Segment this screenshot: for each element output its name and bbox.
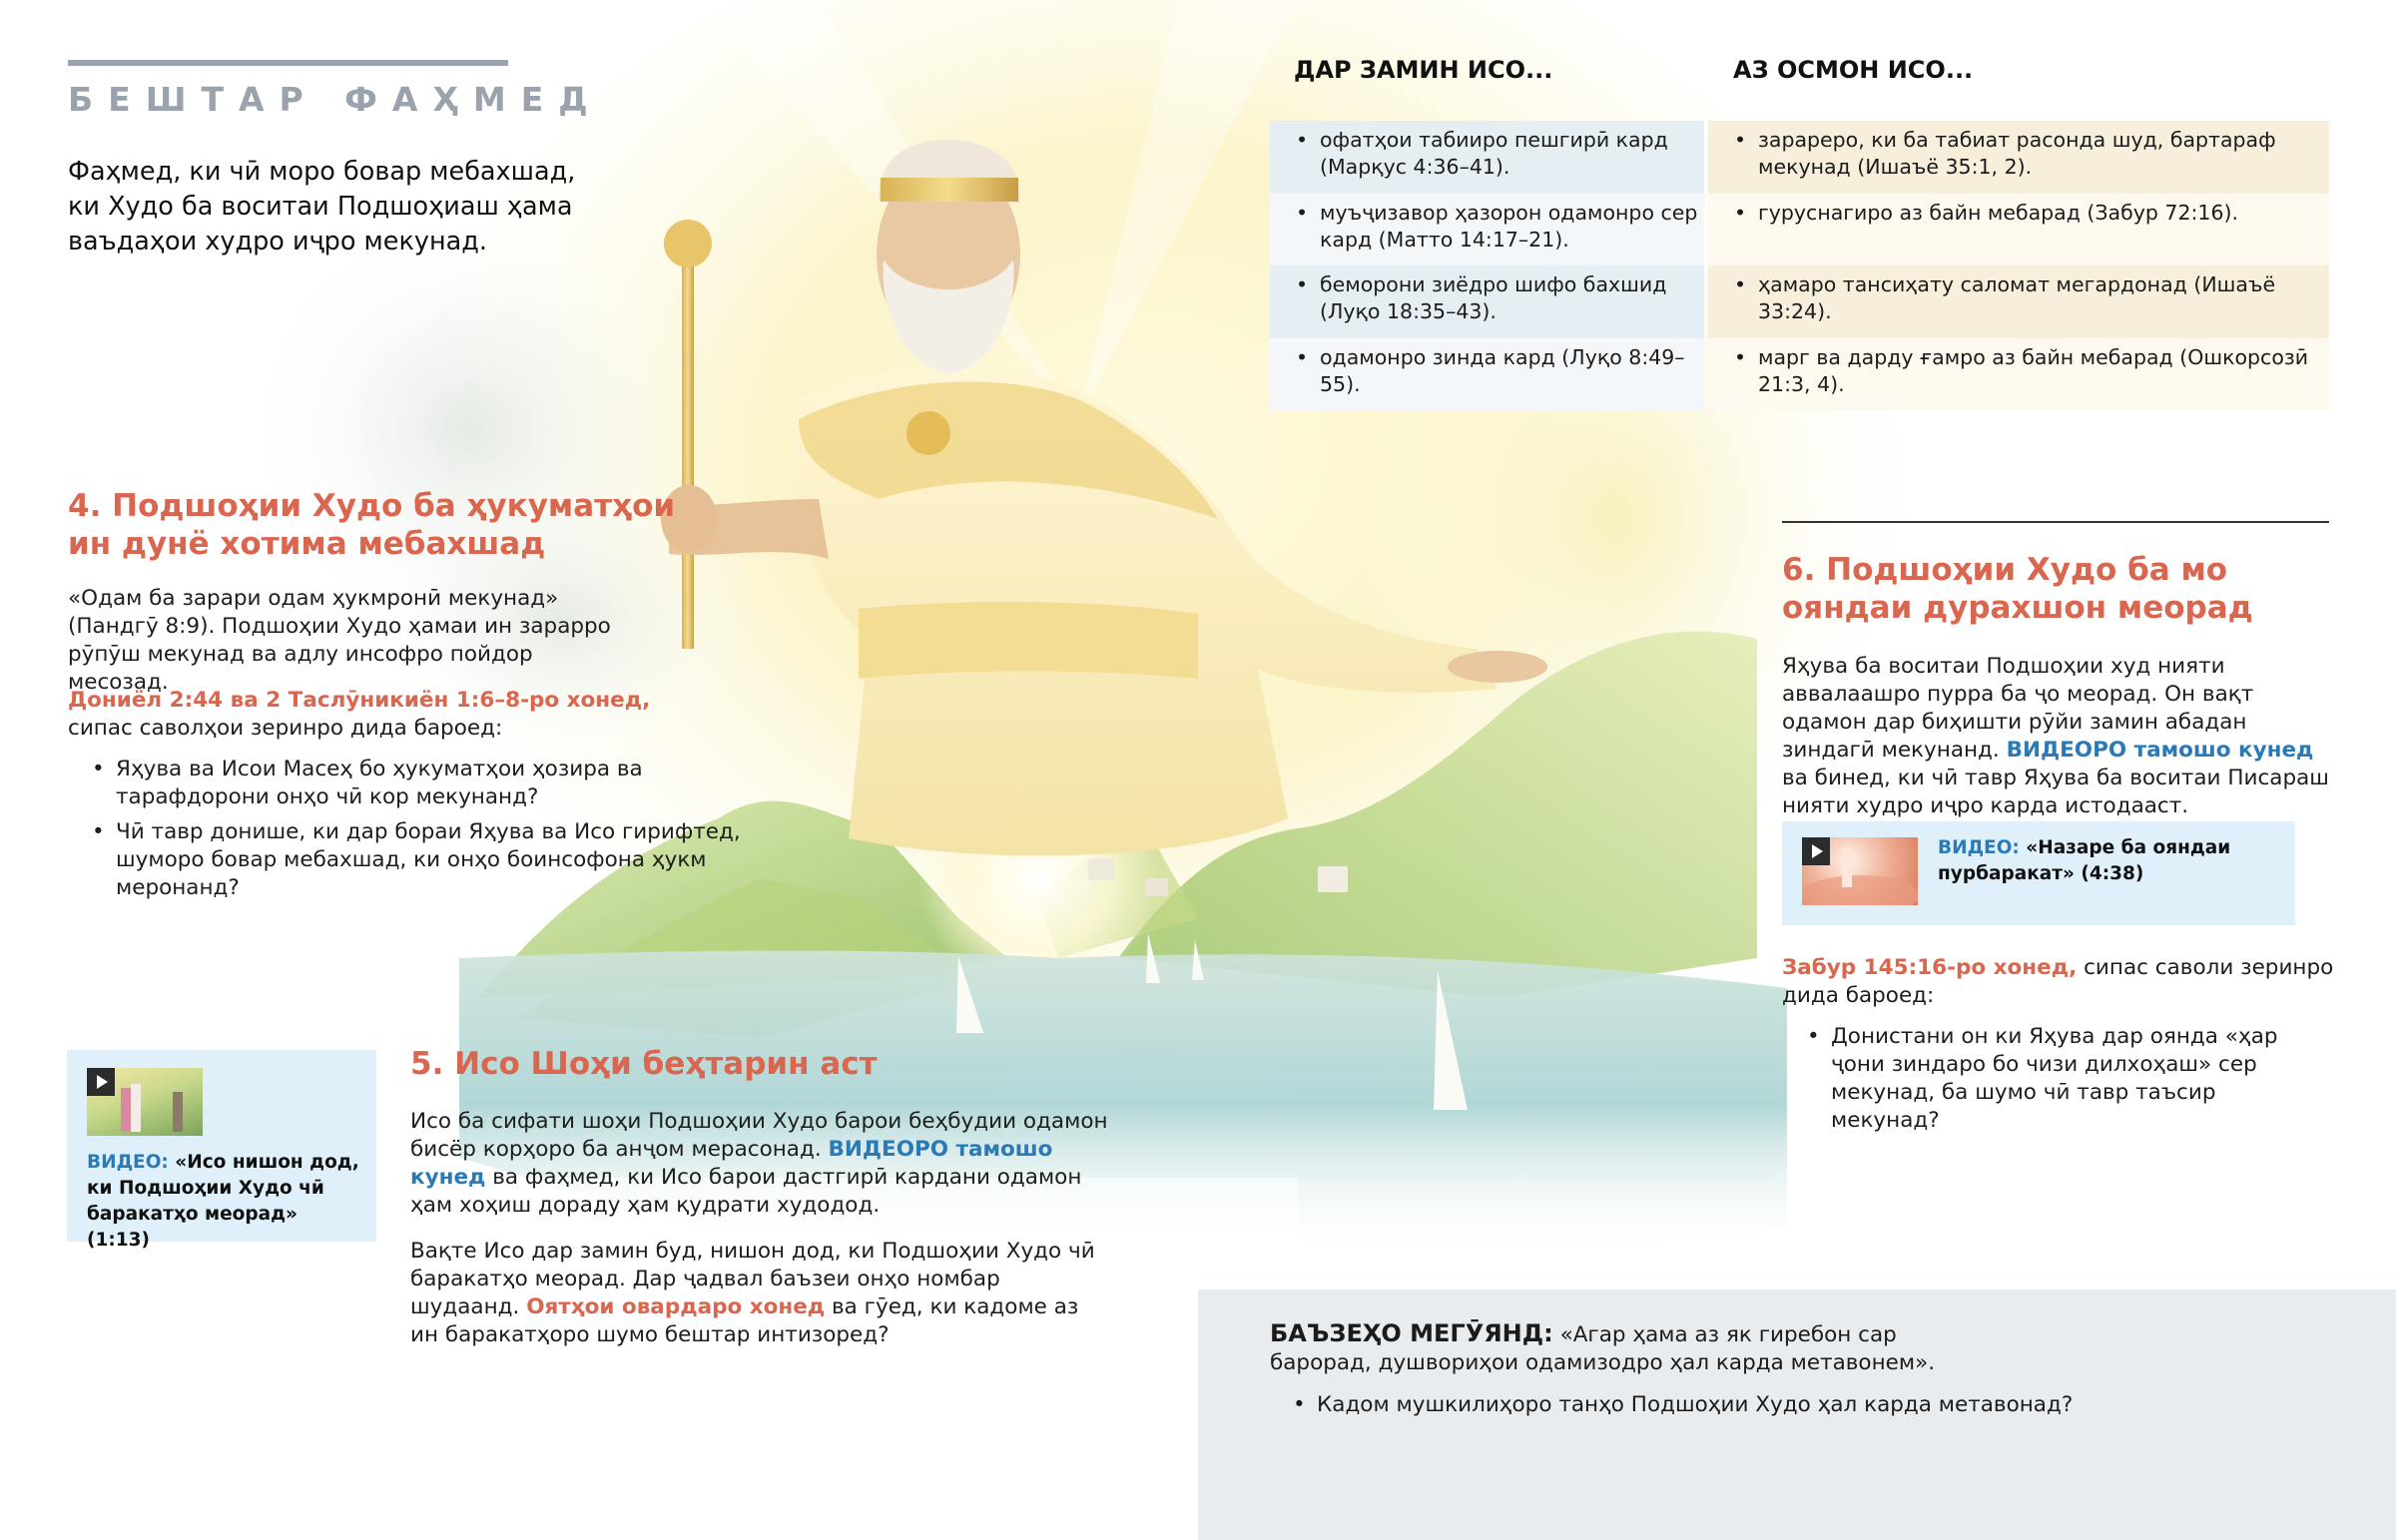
figure <box>1842 847 1852 887</box>
video-card-1[interactable] <box>67 1050 376 1251</box>
figure-man <box>131 1084 141 1132</box>
table-row <box>1708 121 2329 194</box>
scepter-orb <box>664 220 712 267</box>
some-say-text <box>1270 1319 1989 1377</box>
table-cell: • муъҷизавор ҳазорон одамонро сер кард (Матто 14:17–21). <box>1296 200 1704 254</box>
table-header-on-earth: ДАР ЗАМИН ИСО... <box>1294 56 1553 84</box>
section-6-paragraph <box>1782 653 2341 820</box>
section-6-read-prompt <box>1782 954 2341 1010</box>
bottom-fade <box>399 1178 1298 1540</box>
paragraph-text: Исо ба сифати шоҳи Подшоҳии Худо барои беҳбудии одамон бисёр корҳоро ба анҷом мерасонад. <box>410 1109 1108 1162</box>
play-icon[interactable] <box>1802 837 1830 865</box>
paragraph-text: ва гӯед, ки кадоме аз ин баракатҳоро шумо бештар интизоред? <box>410 1294 1079 1347</box>
table-row <box>1708 194 2329 266</box>
video-caption[interactable] <box>87 1150 366 1254</box>
question-item: • Кадом мушкилиҳоро танҳо Подшоҳии Худо ҳал карда метавонад? <box>1293 1391 2092 1419</box>
house <box>1146 878 1168 896</box>
table-cell: • зарареро, ки ба табиат расонда шуд, бартараф мекунад (Ишаъё 35:1, 2). <box>1734 127 2329 181</box>
kicker-rule <box>68 60 508 66</box>
open-hand <box>1448 651 1547 683</box>
table-cell: • офатҳои табииро пешгирӣ кард (Марқус 4:36–41). <box>1296 127 1704 181</box>
paragraph-text: ва бинед, ки чӣ тавр Яҳува ба воситаи Писараш нияти худро иҷро карда истодааст. <box>1782 766 2329 818</box>
table-row <box>1270 194 1704 266</box>
house <box>1088 858 1114 880</box>
paragraph-text: Яҳува ба воситаи Подшоҳии худ нияти аввалаашро пурра ба ҷо меорад. Он вақт одамон дар биҳишти рӯйи замин абадан зиндагӣ мекунанд. <box>1782 654 2254 763</box>
section-5-paragraph-2 <box>410 1238 1109 1349</box>
thumbnail-hill <box>1802 875 1918 905</box>
crown <box>881 178 1018 202</box>
paragraph-text: ва фаҳмед, ки Исо барои дастгирӣ кардани одамон ҳам хоҳиш дораду ҳам қудрати худодод. <box>410 1165 1082 1218</box>
watch-video-link[interactable]: ВИДЕОРО тамошо кунед <box>2006 738 2314 763</box>
read-verses-link[interactable]: Оятҳои овардаро хонед <box>526 1294 826 1319</box>
section-5-paragraph-1 <box>410 1108 1119 1220</box>
table-row <box>1708 338 2329 411</box>
watch-video-link[interactable]: ВИДЕОРО тамошо кунед <box>410 1137 1053 1190</box>
intro-text: Фаҳмед, ки чӣ моро бовар мебахшад, ки Худо ба воситаи Подшоҳиаш ҳама ваъдаҳои худро иҷро мекунад. <box>68 157 576 257</box>
some-say-questions <box>1293 1391 2092 1419</box>
section-6-title: 6. Подшоҳии Худо ба мо ояндаи дурахшон меорад <box>1782 552 2253 626</box>
video-thumbnail[interactable] <box>1802 837 1918 905</box>
table-cell: • беморони зиёдро шифо бахшид (Луқо 18:35–43). <box>1296 271 1704 325</box>
table-cell: • ҳамаро тансиҳату саломат мегардонад (Ишаъё 33:24). <box>1734 271 2329 325</box>
section-5-title: 5. Исо Шоҳи беҳтарин аст <box>410 1046 878 1082</box>
table-header-from-heaven: АЗ ОСМОН ИСО... <box>1733 56 1974 84</box>
video-label: ВИДЕО: <box>1938 837 2020 858</box>
section-4-title: 4. Подшоҳии Худо ба ҳукуматҳои ин дунё хотима мебахшад <box>68 488 676 562</box>
table-cell: • марг ва дарду ғамро аз байн мебарад (Ошкорсозӣ 21:3, 4). <box>1734 344 2329 398</box>
table-row <box>1270 265 1704 338</box>
section-6-rule <box>1782 521 2329 523</box>
section-4-questions <box>92 756 791 909</box>
question-item: • Донистани он ки Яҳува дар оянда «ҳар ҷони зиндаро бо чизи дилхоҳаш» сер мекунад, ба шумо чӣ тавр таъсир мекунад? <box>1807 1023 2326 1135</box>
video-card-2[interactable] <box>1782 821 2295 925</box>
section-6-questions <box>1807 1023 2326 1135</box>
figure-family <box>173 1092 183 1132</box>
video-caption[interactable] <box>1938 835 2277 887</box>
scepter <box>682 240 694 649</box>
video-title: «Назаре ба ояндаи пурбаракат» (4:38) <box>1938 837 2231 884</box>
sash <box>859 602 1198 679</box>
section-4-read-prompt <box>68 687 657 743</box>
scripture-reference-link[interactable]: Дониёл 2:44 ва 2 Таслӯникиён 1:6–8-ро хонед, <box>68 688 651 713</box>
video-title: «Исо нишон дод, ки Подшоҳии Худо чӣ баракатҳо меорад» (1:13) <box>87 1152 359 1251</box>
some-say-quote: «Агар ҳама аз як гиребон сар барорад, душвориҳои одамизодро ҳал карда метавонем». <box>1270 1322 1936 1375</box>
question-item: • Яҳува ва Исои Масеҳ бо ҳукуматҳои ҳозира ва тарафдорони онҳо чӣ кор мекунанд? <box>92 756 791 811</box>
scripture-reference-link[interactable]: Забур 145:16-ро хонед, <box>1782 955 2078 980</box>
some-say-lead: БАЪЗЕҲО МЕГӮЯНД: <box>1270 1319 1553 1347</box>
section-4-paragraph: «Одам ба зарари одам ҳукмронӣ мекунад» (Пандгӯ 8:9). Подшоҳии Худо ҳамаи ин зарарро рӯпӯш мекунад ва адлу инсофро пойдор месозад. <box>68 586 611 695</box>
table-cell: • одамонро зинда кард (Луқо 8:49–55). <box>1296 344 1704 398</box>
paragraph-text: Вақте Исо дар замин буд, нишон дод, ки Подшоҳии Худо чӣ баракатҳо меорад. Дар ҷадвал баъзеи онҳо номбар шудаанд. <box>410 1239 1095 1319</box>
table-row <box>1270 338 1704 411</box>
read-prompt-text: сипас саволи зеринро дида бароед: <box>1782 955 2334 1008</box>
table-column-on-earth <box>1270 121 1704 410</box>
some-say-box <box>1198 1289 2396 1540</box>
brooch <box>906 411 950 455</box>
read-prompt-text: сипас саволҳои зеринро дида бароед: <box>68 716 503 741</box>
table-cell: • гуруснагиро аз байн мебарад (Забур 72:16). <box>1734 200 2329 227</box>
house <box>1318 866 1348 892</box>
table-row <box>1270 121 1704 194</box>
table-column-from-heaven <box>1708 121 2329 410</box>
video-label: ВИДЕО: <box>87 1152 169 1173</box>
question-item: • Чӣ тавр донише, ки дар бораи Яҳува ва Исо гирифтед, шуморо бовар мебахшад, ки онҳо боинсофона ҳукм меронанд? <box>92 818 791 902</box>
section-kicker: БЕШТАР ФАҲМЕД <box>68 80 603 119</box>
video-thumbnail[interactable] <box>87 1068 203 1136</box>
table-row <box>1708 265 2329 338</box>
play-icon[interactable] <box>87 1068 115 1096</box>
